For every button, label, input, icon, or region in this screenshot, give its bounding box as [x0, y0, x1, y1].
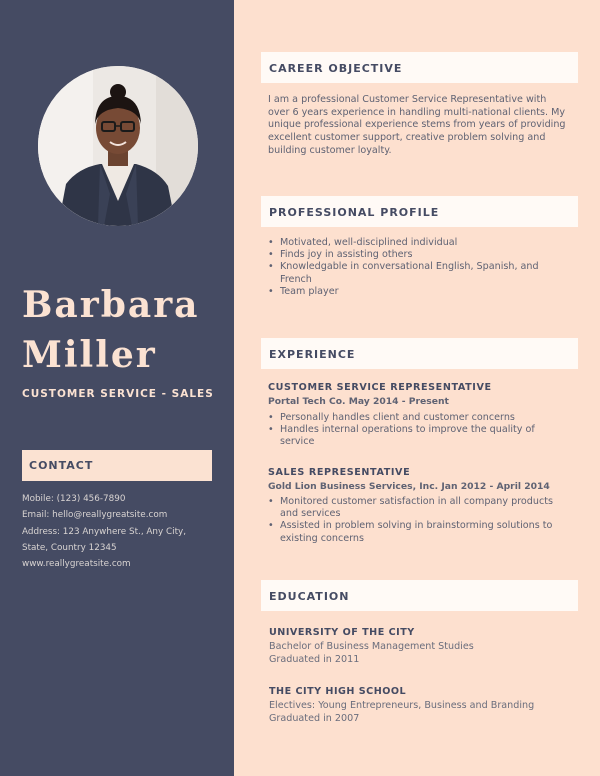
profile-photo — [38, 66, 198, 226]
education-heading: EDUCATION — [269, 590, 350, 603]
school-degree: Bachelor of Business Management Studies — [269, 641, 474, 652]
contact-email: Email: hello@reallygreatsite.com — [22, 510, 168, 521]
professional-profile-list — [268, 237, 568, 298]
school-graduation: Graduated in 2011 — [269, 654, 360, 665]
list-item: • Finds joy in assisting others — [268, 249, 568, 261]
list-item: • Knowledgable in conversational English, Spanish, and French — [268, 261, 568, 285]
list-item: • Team player — [268, 286, 568, 298]
job-duties-list — [268, 496, 568, 545]
education-heading-box — [261, 580, 578, 611]
job-title: CUSTOMER SERVICE REPRESENTATIVE — [268, 382, 492, 393]
contact-website: www.reallygreatsite.com — [22, 559, 131, 570]
list-item: • Monitored customer satisfaction in all company products and services — [268, 496, 568, 520]
job-duties-list — [268, 412, 568, 449]
professional-profile-heading: PROFESSIONAL PROFILE — [269, 206, 440, 219]
school-name: UNIVERSITY OF THE CITY — [269, 627, 415, 638]
school-electives: Electives: Young Entrepreneurs, Business and Branding — [269, 700, 535, 711]
school-name: THE CITY HIGH SCHOOL — [269, 686, 407, 697]
job-title: SALES REPRESENTATIVE — [268, 467, 411, 478]
job-company-dates: Gold Lion Business Services, Inc. Jan 2012 - April 2014 — [268, 481, 550, 492]
list-item: • Personally handles client and customer concerns — [268, 412, 568, 424]
school-graduation: Graduated in 2007 — [269, 713, 360, 724]
contact-heading-box — [22, 450, 212, 481]
career-objective-text: I am a professional Customer Service Representative with over 6 years experience in handling multi-national clients. My unique professional experience stems from years of providing excellent customer support, creative problem solving and building customer loyalty. — [268, 94, 566, 156]
career-objective-heading: CAREER OBJECTIVE — [269, 62, 403, 75]
contact-list — [22, 494, 186, 575]
contact-address-line1: Address: 123 Anywhere St., Any City, — [22, 526, 187, 537]
contact-address-line2: State, Country 12345 — [22, 542, 117, 553]
list-item: • Handles internal operations to improve the quality of service — [268, 424, 568, 448]
contact-mobile: Mobile: (123) 456-7890 — [22, 494, 126, 504]
last-name: Miller — [22, 334, 157, 376]
contact-heading: CONTACT — [29, 459, 94, 472]
career-objective-heading-box — [261, 52, 578, 83]
job-company-dates: Portal Tech Co. May 2014 - Present — [268, 396, 449, 407]
first-name: Barbara — [22, 284, 200, 326]
job-role: CUSTOMER SERVICE - SALES — [22, 388, 214, 400]
experience-heading-box — [261, 338, 578, 369]
list-item: • Motivated, well-disciplined individual — [268, 237, 568, 249]
experience-heading: EXPERIENCE — [269, 348, 356, 361]
list-item: • Assisted in problem solving in brainstorming solutions to existing concerns — [268, 520, 568, 544]
professional-profile-heading-box — [261, 196, 578, 227]
